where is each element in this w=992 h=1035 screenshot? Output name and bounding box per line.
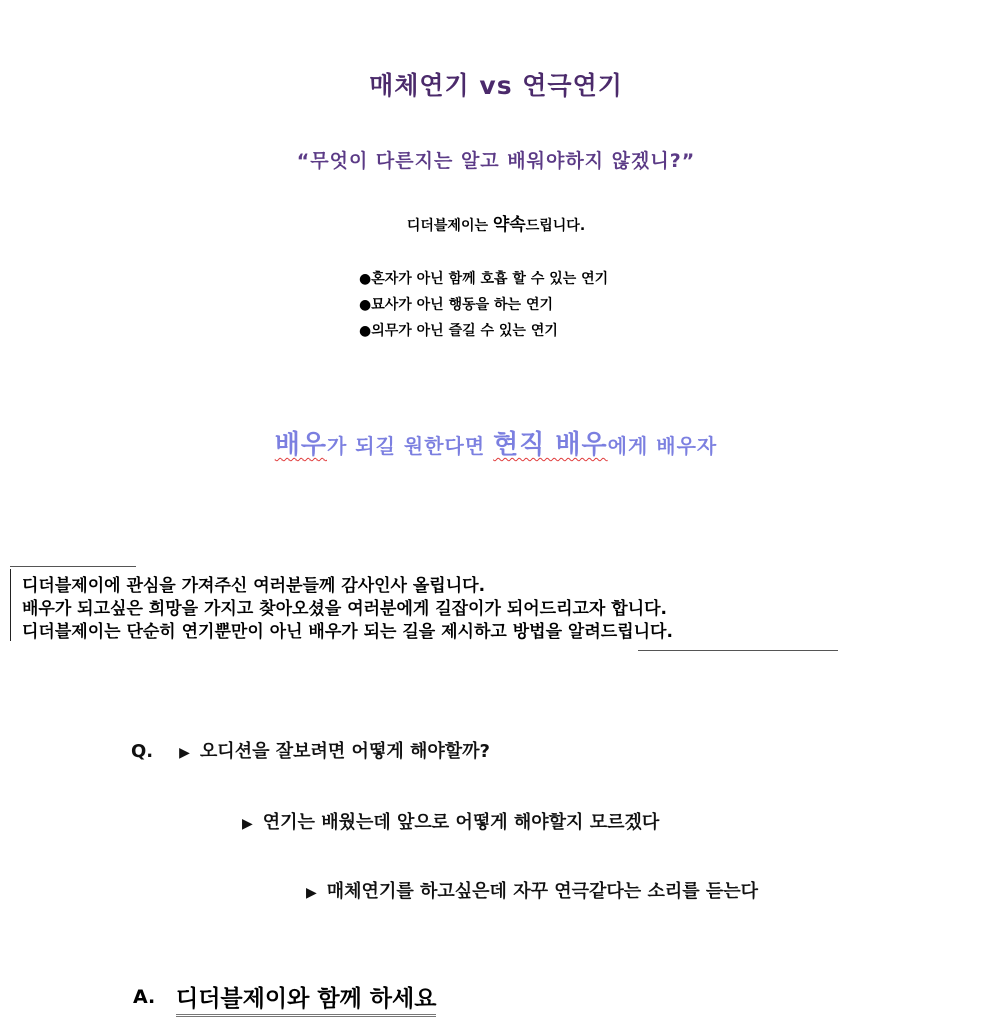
question-1 [131,737,490,763]
promise-suffix: 드립니다. [525,218,586,234]
divider-bottom [638,650,838,651]
welcome-line: 디더블제이는 단순히 연기뿐만이 아닌 배우가 되는 길을 제시하고 방법을 알려드립니다. [22,622,673,642]
question-text: 연기는 배웠는데 앞으로 어떻게 해야할지 모르겠다 [262,812,660,833]
arrow-right-icon: ▶ [242,816,253,832]
welcome-message [22,575,673,644]
slogan [0,424,992,461]
welcome-line: 배우가 되고싶은 희망을 가지고 찾아오셨을 여러분에게 길잡이가 되어드리고자 합니다. [22,599,667,619]
slogan-current-actor: 현직 배우 [493,430,608,460]
promise-emphasis: 약속 [492,215,526,235]
subtitle-quote: “무엇이 다른지는 알고 배워야하지 않겠니?” [296,150,696,172]
bullet-item: ●묘사가 아닌 행동을 하는 연기 [359,297,553,313]
arrow-right-icon: ▶ [179,745,190,761]
slogan-middle: 가 되길 원한다면 [326,434,494,458]
question-2 [242,808,659,834]
bullet-item: ●의무가 아닌 즐길 수 있는 연기 [359,323,558,339]
page-title: 매체연기 vs 연극연기 [369,71,623,100]
answer-label: A. [133,986,156,1008]
promise-bullet-list [359,266,608,344]
welcome-line: 디더블제이에 관심을 가져주신 여러분들께 감사인사 올립니다. [22,576,486,596]
answer-text: 디더블제이와 함께 하세요 [176,980,436,1017]
divider-top [10,566,136,567]
quote-left-bar [10,569,11,641]
question-label: Q. [131,741,154,762]
promise-line [0,210,992,235]
question-text: 매체연기를 하고싶은데 자꾸 연극같다는 소리를 듣는다 [326,881,759,902]
bullet-item: ●혼자가 아닌 함께 호흡 할 수 있는 연기 [359,271,609,287]
arrow-right-icon: ▶ [306,885,317,901]
question-text: 오디션을 잘보려면 어떻게 해야할까? [199,741,490,762]
question-3 [306,877,758,903]
slogan-actor: 배우 [274,430,327,460]
promise-prefix: 디더블제이는 [406,218,493,234]
slogan-end: 에게 배우자 [607,434,718,458]
